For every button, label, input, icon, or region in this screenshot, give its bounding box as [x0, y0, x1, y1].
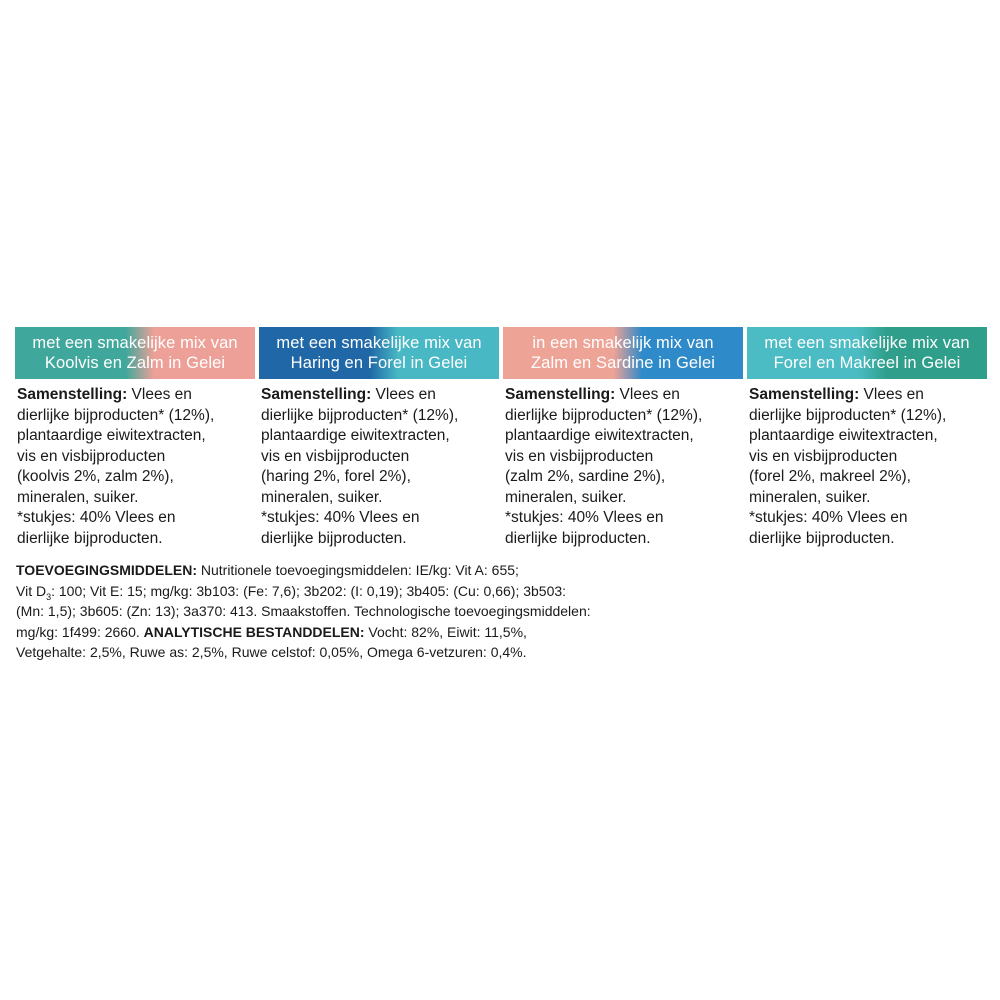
composition-text — [259, 385, 499, 549]
composition-line: mineralen, suiker. — [261, 488, 383, 506]
composition-line: dierlijke bijproducten* (12%), — [17, 406, 215, 424]
variety-column-koolvis-zalm — [15, 327, 255, 549]
analysis-heading: ANALYTISCHE BESTANDDELEN: — [143, 623, 365, 640]
composition-line: *stukjes: 40% Vlees en — [17, 509, 176, 526]
composition-line: (forel 2%, makreel 2%), — [749, 468, 911, 485]
composition-line: plantaardige eiwitextracten, — [749, 427, 938, 444]
composition-line: (zalm 2%, sardine 2%), — [505, 468, 666, 485]
composition-line: dierlijke bijproducten. — [749, 529, 895, 547]
variety-columns — [15, 327, 985, 549]
variety-column-haring-forel — [259, 327, 499, 549]
composition-line: *stukjes: 40% Vlees en — [749, 509, 908, 526]
composition-line: plantaardige eiwitextracten, — [505, 427, 694, 444]
banner-title: Zalm en Sardine in Gelei — [531, 354, 715, 372]
composition-line: dierlijke bijproducten* (12%), — [261, 406, 459, 424]
banner-title: Haring en Forel in Gelei — [290, 354, 468, 372]
additives-line: : 100; Vit E: 15; mg/kg: 3b103: (Fe: 7,6); 3b202: (I: 0,19); 3b405: (Cu: 0,66); 3b503: — [51, 582, 567, 599]
composition-line: mineralen, suiker. — [505, 488, 627, 506]
composition-label: Samenstelling: — [505, 386, 616, 403]
additives-line: Nutritionele toevoegingsmiddelen: IE/kg: Vit A: 655; — [196, 562, 519, 578]
banner-subtitle: met een smakelijke mix van — [32, 334, 238, 352]
additives-line: Vocht: 82%, Eiwit: 11,5%, — [364, 623, 527, 640]
composition-line: (haring 2%, forel 2%), — [261, 468, 411, 485]
composition-text — [503, 385, 743, 549]
banner-subtitle: met een smakelijke mix van — [276, 334, 482, 352]
composition-line: mineralen, suiker. — [749, 488, 871, 506]
variety-column-forel-makreel — [747, 327, 987, 549]
additives-line: mg/kg: 1f499: 2660. — [16, 623, 144, 640]
composition-line: plantaardige eiwitextracten, — [261, 427, 450, 444]
composition-line: Vlees en — [859, 386, 924, 403]
additives-line: (Mn: 1,5); 3b605: (Zn: 13); 3a370: 413. Smaakstoffen. Technologische toevoegingsmiddelen: — [16, 603, 591, 619]
composition-line: vis en visbijproducten — [261, 447, 410, 465]
banner-subtitle: in een smakelijk mix van — [532, 334, 714, 352]
variety-banner — [503, 327, 743, 379]
composition-label: Samenstelling: — [17, 386, 128, 403]
composition-line: plantaardige eiwitextracten, — [17, 427, 206, 444]
banner-subtitle: met een smakelijke mix van — [764, 334, 970, 352]
variety-column-zalm-sardine — [503, 327, 743, 549]
variety-banner — [15, 327, 255, 379]
composition-line: *stukjes: 40% Vlees en — [261, 509, 420, 526]
composition-line: dierlijke bijproducten. — [505, 529, 651, 547]
additives-paragraph — [16, 560, 646, 663]
banner-title: Forel en Makreel in Gelei — [773, 354, 961, 372]
additives-line: Vit D — [16, 582, 47, 599]
composition-line: *stukjes: 40% Vlees en — [505, 509, 664, 526]
composition-line: vis en visbijproducten — [505, 447, 654, 465]
variety-banner — [747, 327, 987, 379]
composition-line: vis en visbijproducten — [17, 447, 166, 465]
banner-title: Koolvis en Zalm in Gelei — [44, 354, 226, 372]
composition-line: dierlijke bijproducten* (12%), — [505, 406, 703, 424]
composition-line: Vlees en — [615, 386, 680, 403]
composition-line: Vlees en — [127, 386, 192, 403]
composition-text — [747, 385, 987, 549]
composition-line: vis en visbijproducten — [749, 447, 898, 465]
composition-text — [15, 385, 255, 549]
additives-line: Vetgehalte: 2,5%, Ruwe as: 2,5%, Ruwe celstof: 0,05%, Omega 6-vetzuren: 0,4%. — [16, 644, 527, 660]
subscript: 3 — [46, 591, 52, 602]
composition-line: (koolvis 2%, zalm 2%), — [17, 468, 174, 485]
composition-line: Vlees en — [371, 386, 436, 403]
composition-label: Samenstelling: — [749, 386, 860, 403]
composition-line: dierlijke bijproducten. — [261, 529, 407, 547]
composition-line: dierlijke bijproducten. — [17, 529, 163, 547]
composition-line: mineralen, suiker. — [17, 488, 139, 506]
additives-heading: TOEVOEGINGSMIDDELEN: — [16, 562, 197, 578]
composition-line: dierlijke bijproducten* (12%), — [749, 406, 947, 424]
variety-banner — [259, 327, 499, 379]
composition-label: Samenstelling: — [261, 386, 372, 403]
